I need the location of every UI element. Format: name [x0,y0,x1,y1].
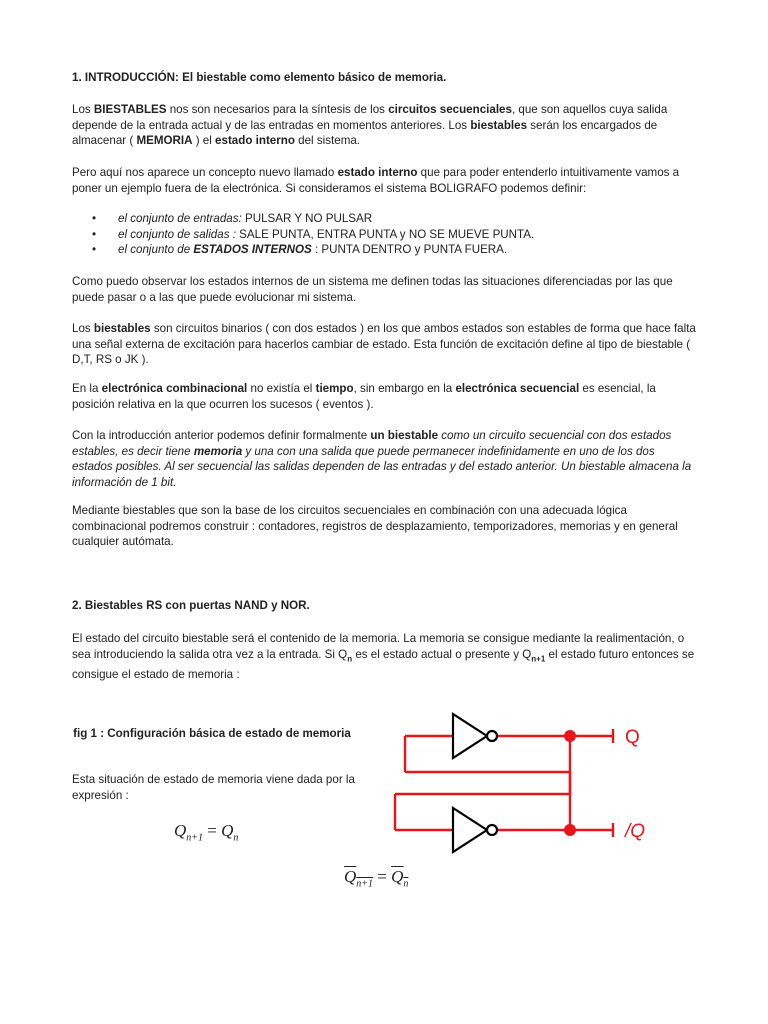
figure-caption: fig 1 : Configuración básica de estado de memoria [73,727,351,740]
biestables-paragraph: Los biestables son circuitos binarios ( con dos estados ) en los que ambos estados son estables de forma que hace falta una señal externa de excitación para hacerlos cambiar de estado. Esta función de excitación define al tipo de biestable ( D,T, RS o JK ). [72,322,696,367]
intro-paragraph: Los BIESTABLES nos son necesarios para la síntesis de los circuitos secuenciales, que son aquellos cuya salida depende de la entrada actual y de las entradas en momentos anteriores. Los biestables serán los encargados de almacenar ( MEMORIA ) el estado interno del sistema. [72,103,668,148]
section-2-heading: 2. Biestables RS con puertas NAND y NOR. [72,599,310,612]
figure-description: Esta situación de estado de memoria viene dada por la expresión : [72,773,355,802]
memory-circuit-diagram [385,700,675,870]
output-not-q-label: /Q [625,821,646,842]
applications-paragraph: Mediante biestables que son la base de los circuitos secuenciales en combinación con una adecuada lógica combinacional podremos construir : contadores, registros de desplazamiento, temporizadores, memorias y en general cualquier autómata. [72,504,678,549]
equation-memory: $Q_{n+1} = Q_n$ [174,821,239,844]
list-item: • el conjunto de salidas : SALE PUNTA, ENTRA PUNTA y NO SE MUEVE PUNTA. [72,227,698,243]
circuit-wires [395,736,613,830]
output-q-label: Q [625,727,640,748]
definition-paragraph: Con la introducción anterior podemos definir formalmente un biestable como un circuito secuencial con dos estados estables, es decir tiene memoria y una con una salida que puede permanecer indefinidamente en uno de los dos estados posibles. Al ser secuencial las salidas dependen de las entradas y del estado anterior. Un biestable almacena la información de 1 bit. [72,429,692,489]
combinational-paragraph: En la electrónica combinacional no existía el tiempo, sin embargo en la electrónica secuencial es esencial, la posición relativa en la que ocurren los sucesos ( eventos ). [72,382,656,411]
memory-paragraph: El estado del circuito biestable será el contenido de la memoria. La memoria se consigue mediante la realimentación, o sea introduciendo la salida otra vez a la entrada. Si $Q_n$ es el estado actual o presente y $Q_{n+1}$ el estado futuro entonces se consigue el estado de memoria : [72,632,695,681]
list-item: • el conjunto de ESTADOS INTERNOS : PUNTA DENTRO y PUNTA FUERA. [72,242,698,258]
equation-memory-negated: $Q_{n+1} = Q_n$ [344,867,409,890]
boligrafo-list [72,211,698,258]
section-1-heading: 1. INTRODUCCIÓN: El biestable como elemento básico de memoria. [72,71,447,84]
internal-states-paragraph: Como puedo observar los estados internos de un sistema me definen todas las situaciones diferenciadas por las que puede pasar o a las que puede evolucionar mi sistema. [72,275,673,304]
internal-state-paragraph: Pero aquí nos aparece un concepto nuevo llamado estado interno que para poder entenderlo intuitivamente vamos a poner un ejemplo fuera de la electrónica. Si consideramos el sistema BOLIGRAFO podemos definir: [72,166,680,195]
list-item: • el conjunto de entradas: PULSAR Y NO PULSAR [72,211,698,227]
not-gates [453,714,497,852]
